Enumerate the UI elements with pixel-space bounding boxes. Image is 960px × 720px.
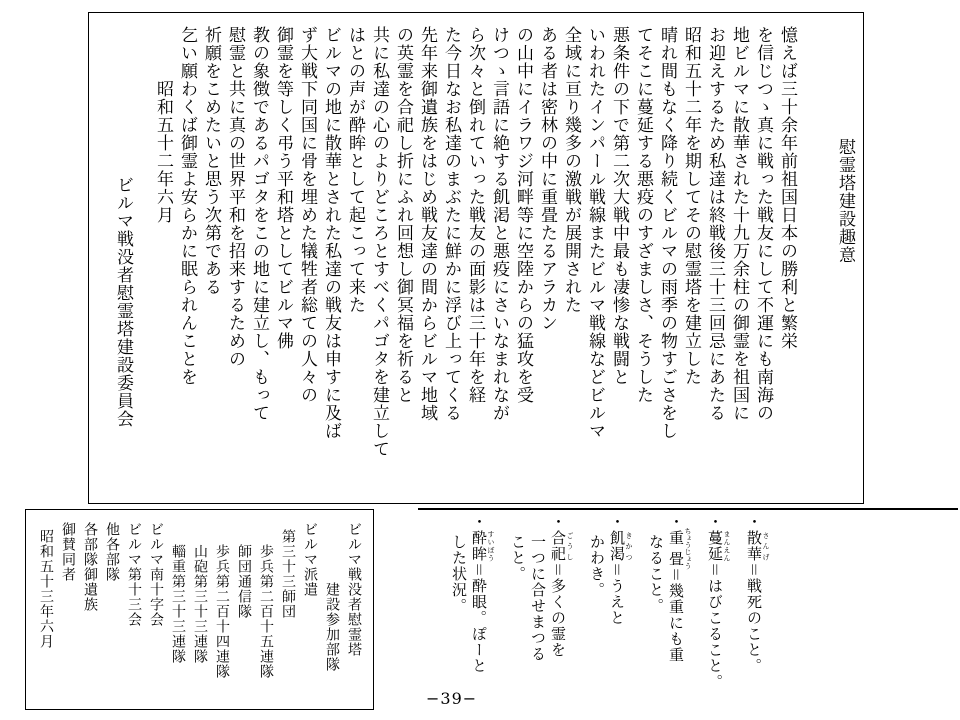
main-text-frame [88, 12, 864, 504]
glossary-reading: ごうし [566, 530, 574, 562]
glossary-entry [449, 514, 495, 714]
text-column: 共に私達の心のよりどころとすべくパゴタを建立して [369, 26, 389, 458]
page-number: −39− [426, 689, 478, 708]
glossary-term: 酔眸 [470, 530, 488, 562]
unit-item: 山砲第三十三連隊 [192, 544, 208, 664]
text-column: ら次々と倒れていった戦友の面影は三十年を経 [465, 26, 485, 404]
text-column: お迎えするため私達は終戦後三十三回忌にあたる [705, 26, 725, 422]
text-column: 教の象徴であるパゴタをこの地に建立し、もって [249, 26, 269, 422]
document-date: 昭和五十二年六月 [153, 80, 173, 224]
text-column: てそこに蔓延する悪疫のすざましさ、そうした [633, 26, 653, 404]
glossary-reading: まんえん [723, 530, 731, 562]
text-column: 昭和五十二年を期してその慰霊塔を建立した [681, 26, 701, 386]
text-column: 憶えば三十余年前祖国日本の勝利と繁栄 [777, 26, 797, 350]
unit-item: 輜重第三十三連隊 [170, 544, 186, 664]
unit-item: 御賛同者 [60, 522, 76, 582]
unit-item: 他各部隊 [104, 522, 120, 582]
glossary-definition: ＝多くの霊を [549, 562, 567, 659]
glossary-term: 重畳 [667, 527, 685, 570]
units-heading-line1: ビルマ戦没者慰霊塔 [346, 522, 362, 657]
bullet: ・ [745, 514, 763, 530]
glossary-definition: ＝幾重にも重 [667, 567, 685, 664]
glossary-term: 散華 [745, 530, 763, 562]
unit-item: ビルマ南十字会 [148, 522, 164, 627]
text-column: 先年来御遺族をはじめ戦友達の間からビルマ地域 [417, 26, 437, 422]
glossary-definition-wrap: した状況。 [450, 534, 468, 614]
glossary-term: 蔓延 [706, 530, 724, 562]
unit-item: ビルマ派遣 [302, 522, 318, 597]
glossary-entry [705, 514, 731, 714]
glossary-definition-wrap: なること。 [647, 534, 665, 614]
text-column: 御霊を等しく弔う平和塔としてビルマ佛 [273, 26, 293, 350]
glossary-term-line [744, 514, 770, 714]
text-column: ある者は密林の中に重畳たるアラカン [537, 26, 557, 332]
text-column: ビルマの地に散華とされた私達の戦友は申すに及ば [321, 26, 341, 440]
glossary-definition-wrap: 一つに合せまつる [529, 534, 547, 662]
units-heading-line2: 建設参加部隊 [324, 582, 340, 672]
bullet: ・ [667, 514, 685, 530]
glossary-reading: さんげ [762, 530, 770, 562]
glossary-definition-wrap: かわき。 [588, 534, 606, 598]
text-column: 全域に亘り幾多の激戦が展開された [561, 26, 581, 314]
text-column: 乞い願わくば御霊よ安らかに眠られんことを [177, 26, 197, 386]
committee-signature: ビルマ戦没者慰霊塔建設委員会 [113, 176, 133, 428]
units-box-date: 昭和五十三年六月 [38, 529, 54, 649]
glossary-term-line [607, 514, 633, 714]
glossary-reading: きかつ [625, 530, 633, 562]
bullet: ・ [470, 514, 488, 530]
unit-item: ビルマ第十三会 [126, 522, 142, 627]
section-divider [418, 508, 958, 510]
glossary-term-line [469, 514, 495, 714]
text-column: はとの声が酔眸として起こって来た [345, 26, 365, 314]
glossary-term-line [666, 514, 692, 714]
bullet: ・ [549, 514, 567, 530]
glossary-definition: ＝うえと [608, 562, 626, 627]
glossary-entry [508, 514, 574, 714]
text-column: いわれたインパール戦線またビルマ戦線などビルマ [585, 26, 605, 440]
unit-item: 第三十三師団 [280, 529, 296, 619]
text-column: 慰霊と共に真の世界平和を招来するための [225, 26, 245, 368]
text-column: ず大戦下同国に骨を埋めた犠牲者総ての人々の [297, 26, 317, 404]
glossary-reading: ちょうじょう [684, 527, 692, 570]
glossary-reading: すいぼう [487, 530, 495, 562]
text-column: の英霊を合祀し折にふれ回想し御冥福を祈ると [393, 26, 413, 404]
glossary-term-line [705, 514, 731, 714]
text-column: 地ビルマに散華された十九万余柱の御霊を祖国に [729, 26, 749, 422]
text-column: た今日なお私達のまぶたに鮮かに浮び上ってくる [441, 26, 461, 422]
text-column: を信じつゝ真に戦った戦友にして不運にも南海の [753, 26, 773, 422]
glossary-definition-wrap: こと。 [509, 534, 527, 582]
units-box-frame [25, 509, 374, 710]
text-column: 晴れ間もなく降り続くビルマの雨季の物すごさをし [657, 26, 677, 440]
glossary [436, 514, 770, 714]
glossary-definition: ＝酔眼。ぽーと [470, 562, 488, 675]
glossary-definition: ＝はびこること。 [706, 562, 724, 691]
text-column: けつゝ言語に絶する飢渇と悪疫にさいなまれなが [489, 26, 509, 422]
text-column: 祈願をこめたいと思う次第である [201, 26, 221, 296]
glossary-entry [646, 514, 692, 714]
unit-item: 歩兵第二百十五連隊 [258, 544, 274, 679]
bullet: ・ [608, 514, 626, 530]
glossary-entry [587, 514, 633, 714]
unit-item: 各部隊御遺族 [82, 522, 98, 612]
glossary-term: 合祀 [549, 530, 567, 562]
units-list [26, 510, 373, 709]
bullet: ・ [706, 514, 724, 530]
text-column: の山中にイラワジ河畔等に空陸からの猛攻を受 [513, 26, 533, 404]
main-text-flow [89, 13, 863, 503]
glossary-definition: ＝戦死のこと。 [745, 562, 763, 675]
text-column: 悪条件の下で第二次大戦中最も凄惨な戦闘と [609, 26, 629, 386]
glossary-entry [744, 514, 770, 714]
unit-item: 師団通信隊 [236, 544, 252, 619]
document-title: 慰霊塔建設趣意 [835, 138, 855, 264]
unit-item: 歩兵第二百十四連隊 [214, 544, 230, 679]
glossary-term-line [548, 514, 574, 714]
glossary-term: 飢渇 [608, 530, 626, 562]
